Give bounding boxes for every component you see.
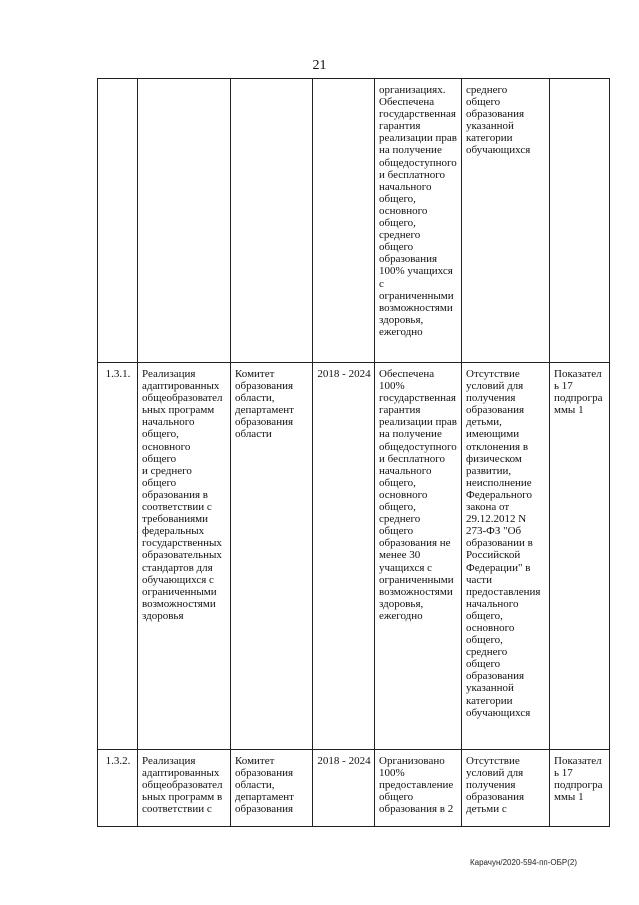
indicator-link: Показател ь 17 подпрогра ммы 1 — [550, 750, 610, 827]
measures-table — [97, 78, 610, 827]
expected-result: Обеспечена 100% государственная гарантия реализации прав на получение общедоступного и бесплатного начального общего, основного общего, среднего общего образования не менее 30 учащихся с ограниченными возможностями здоровья, ежегодно — [375, 363, 462, 750]
consequences: Отсутствие условий для получения образования детьми, имеющими отклонения в физическом развитии, неисполнение Федерального закона от 29.12.2012 N 273-ФЗ "Об образовании в Российской Федерации" в части предоставления начального общего, основного общего, среднего общего образования указанной категории обучающихся — [462, 363, 550, 750]
row-number: 1.3.1. — [98, 363, 138, 750]
document-code: Карачун/2020-594-пп-ОБР(2) — [469, 858, 577, 867]
period: 2018 - 2024 — [313, 750, 375, 827]
measure-name: Реализация адаптированных общеобразовател ьных программ в соответствии с — [138, 750, 231, 827]
executor: Комитет образования области, департамент образования области — [231, 363, 313, 750]
row-number: 1.3.2. — [98, 750, 138, 827]
table-row — [98, 750, 610, 827]
consequences: Отсутствие условий для получения образования детьми с — [462, 750, 550, 827]
measure-name: Реализация адаптированных общеобразовател ьных программ начального общего, основного общего и среднего общего образования в соответствии с требованиями федеральных государственных образовательных стандартов для обучающихся с ограниченными возможностями здоровья — [138, 363, 231, 750]
indicator-link — [550, 79, 610, 363]
expected-result: Организовано 100% предоставление общего образования в 2 — [375, 750, 462, 827]
table-row — [98, 363, 610, 750]
page-number: 21 — [312, 58, 327, 73]
expected-result: организациях. Обеспечена государственная гарантия реализации прав на получение общедоступного и бесплатного начального общего, основного общего, среднего общего образования 100% учащихся с ограниченными возможностями здоровья, ежегодно — [375, 79, 462, 363]
row-number — [98, 79, 138, 363]
measure-name — [138, 79, 231, 363]
executor — [231, 79, 313, 363]
indicator-link: Показател ь 17 подпрогра ммы 1 — [550, 363, 610, 750]
period: 2018 - 2024 — [313, 363, 375, 750]
consequences: среднего общего образования указанной категории обучающихся — [462, 79, 550, 363]
executor: Комитет образования области, департамент образования — [231, 750, 313, 827]
table-row — [98, 79, 610, 363]
period — [313, 79, 375, 363]
